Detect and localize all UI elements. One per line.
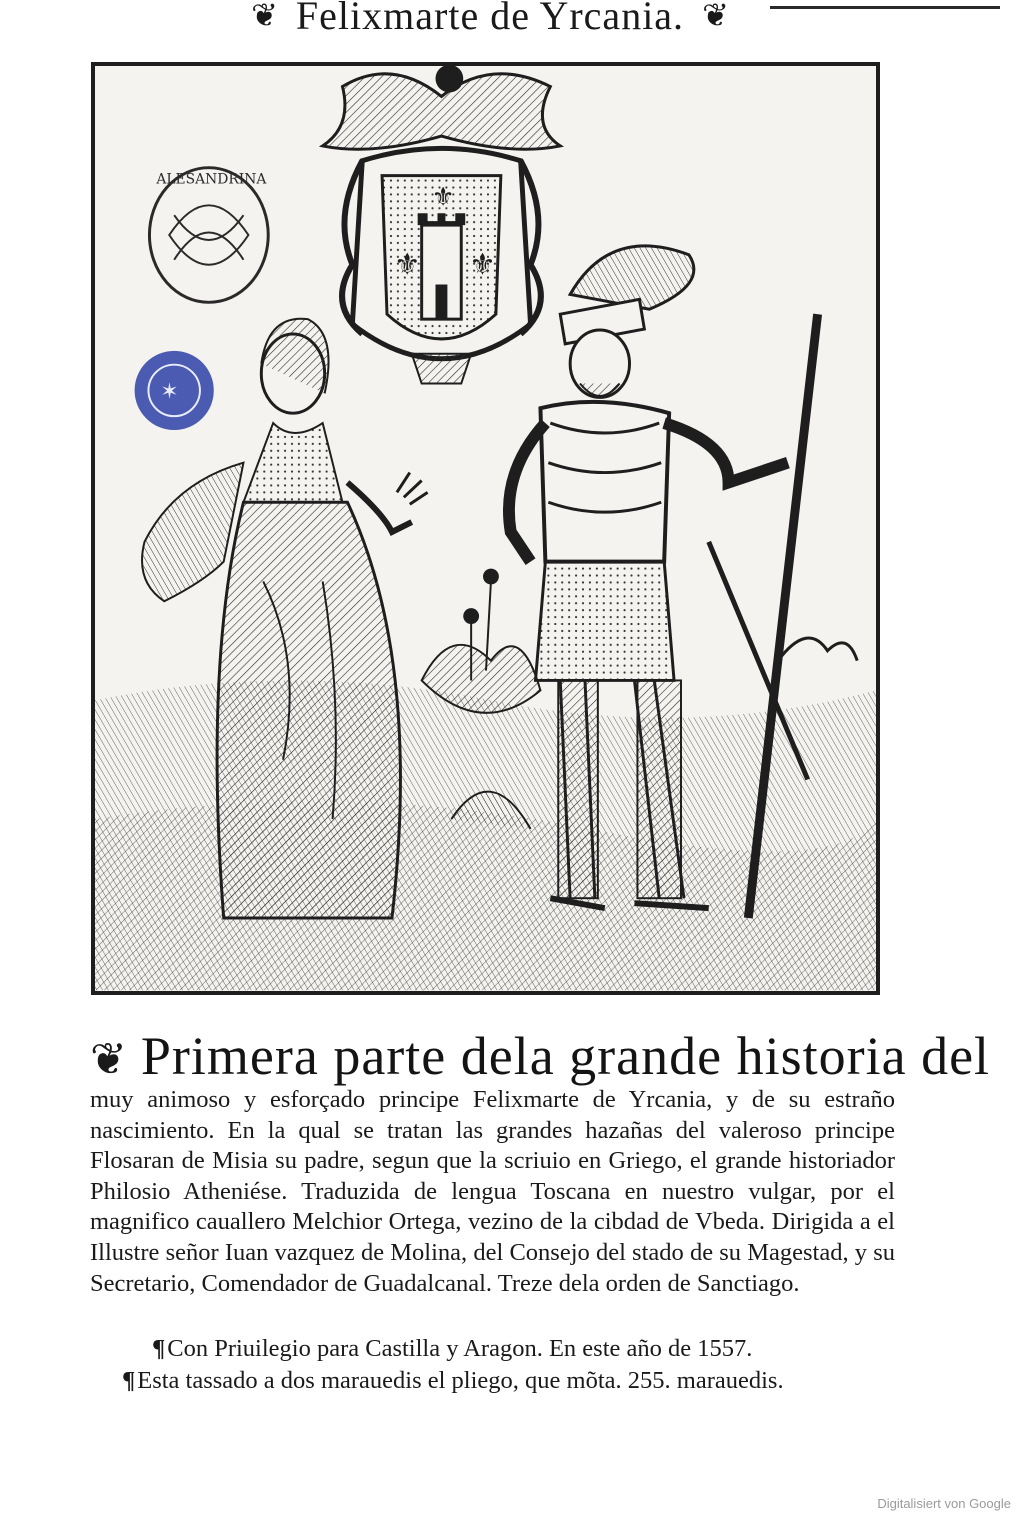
running-head (180, 0, 800, 40)
top-rule (770, 6, 1000, 9)
pilcrow-icon: ¶ (122, 1367, 136, 1394)
woodcut-svg (95, 66, 876, 991)
title-body-text: muy animoso y esforçado principe Felixmarte de Yrcania, y de su estraño nascimiento. En la qual se tratan las grandes hazañas del valeroso principe Flosaran de Misia su padre, segun que la scriuio en Griego, el grande historiador Philosio Atheniése. Traduzida de lengua Toscana en nuestro vulgar, por el magnifico cauallero Melchior Ortega, vezino de la cibdad de Vbeda. Dirigida a el Illustre señor Iuan vazquez de Molina, del Consejo del stado de su Magestad, y su Secretario, Comendador de Guadalcanal. Treze dela orden de Sanctiago. (90, 1086, 895, 1297)
svg-text:⚜: ⚜ (431, 182, 455, 213)
digitization-watermark: Digitalisiert von Google (877, 1496, 1011, 1511)
fleuron-title-icon: ❦ (90, 1034, 127, 1085)
svg-text:✶: ✶ (160, 379, 179, 405)
price-line (122, 1366, 784, 1396)
price-text: Esta tassado a dos marauedis el pliego, que mõta. 255. marauedis. (137, 1367, 784, 1394)
privilege-text: Con Priuilegio para Castilla y Aragon. En este año de 1557. (167, 1335, 753, 1362)
title-block (90, 1025, 991, 1299)
title-first-line (90, 1025, 991, 1091)
fleuron-right-icon: ❦ (702, 0, 729, 34)
pilcrow-icon: ¶ (152, 1335, 166, 1362)
privilege-line (152, 1334, 752, 1364)
running-head-title: Felixmarte de Yrcania. (295, 0, 685, 38)
library-stamp-text: ALESANDRINA (156, 171, 267, 188)
library-stamp (149, 168, 268, 303)
svg-text:⚜: ⚜ (393, 247, 421, 283)
coat-of-arms-icon (323, 66, 561, 383)
title-heading: Primera parte dela grande historia del (140, 1026, 991, 1086)
svg-text:⚜: ⚜ (469, 247, 496, 283)
blue-ownership-stamp (135, 351, 214, 430)
fleuron-left-icon: ❦ (251, 0, 278, 34)
woodcut-illustration (91, 62, 880, 995)
